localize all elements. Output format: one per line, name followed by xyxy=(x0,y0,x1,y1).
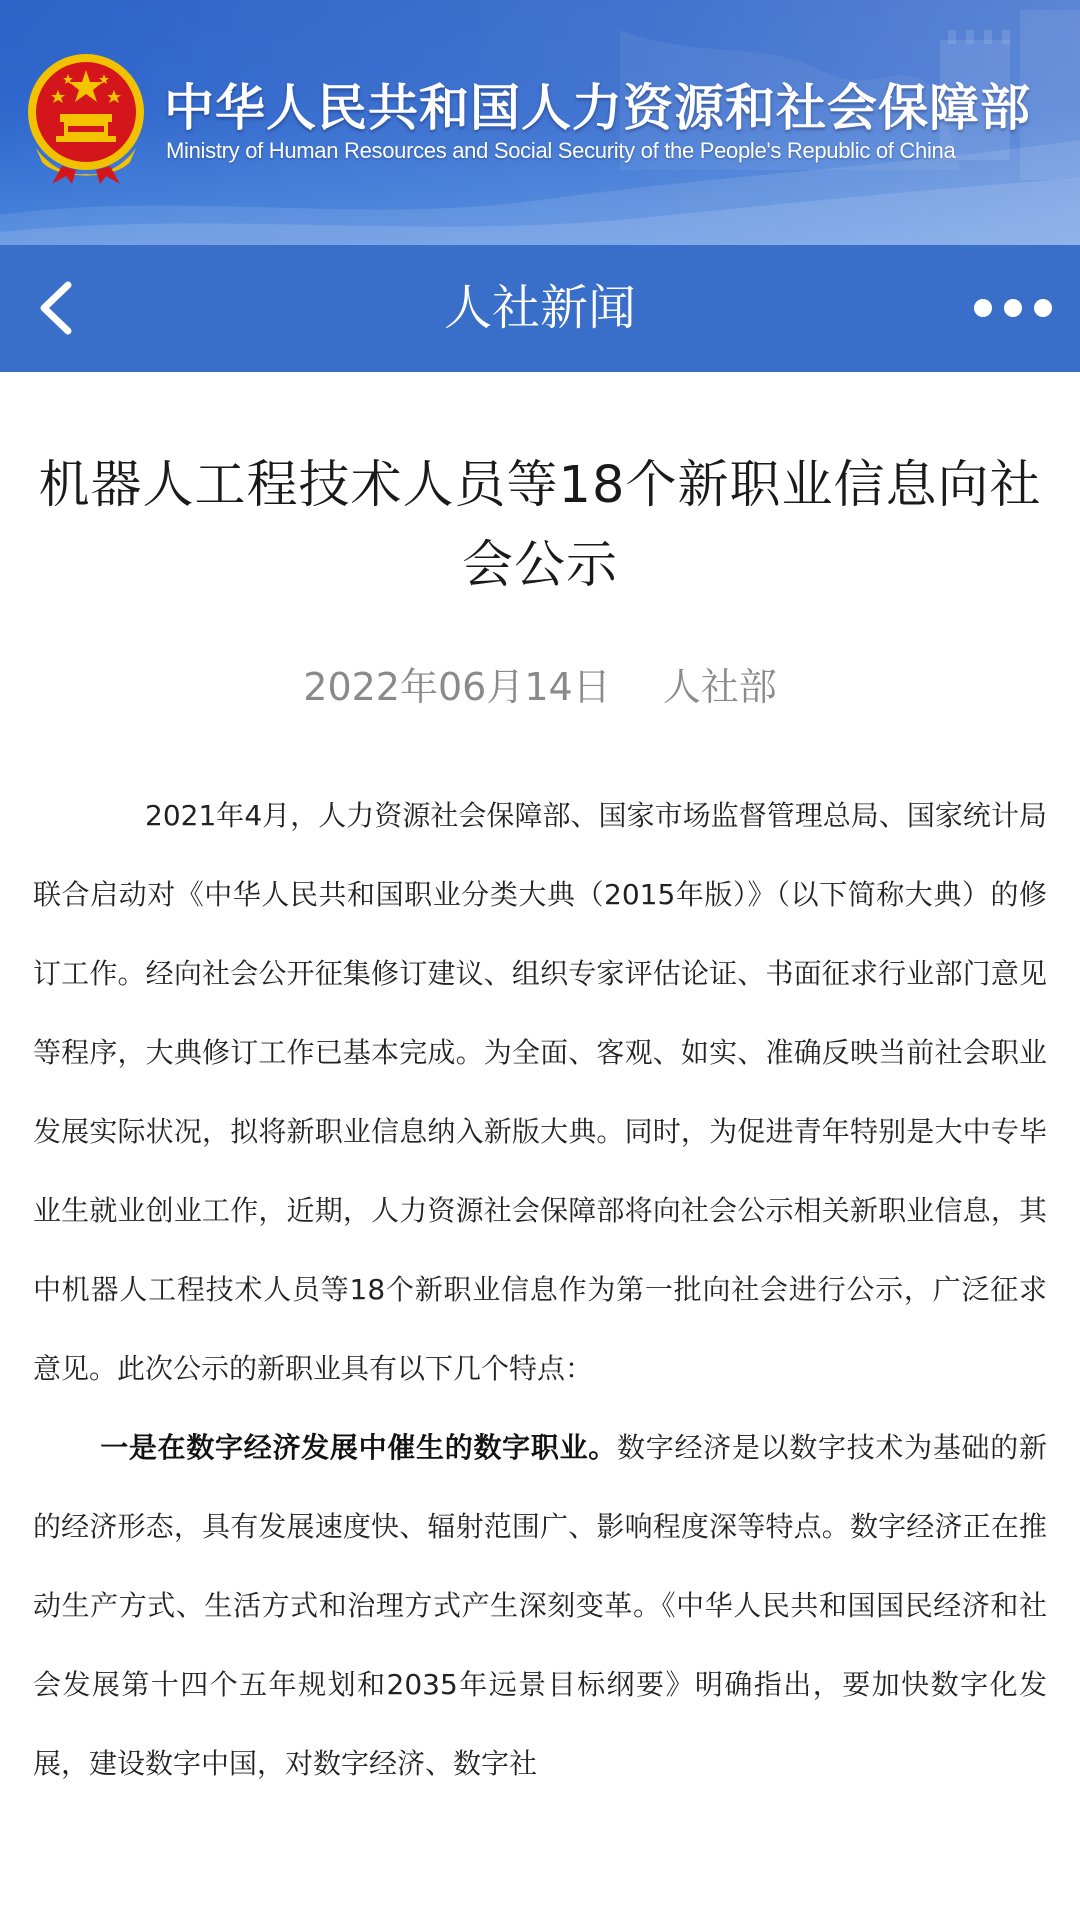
article-title: 机器人工程技术人员等18个新职业信息向社会公示 xyxy=(38,456,1042,595)
site-subtitle: Ministry of Human Resources and Social Security of the People's Republic of China xyxy=(166,138,956,163)
back-button[interactable] xyxy=(30,275,90,341)
article-date: 2022年06月14日 xyxy=(303,665,611,709)
site-title: 中华人民共和国人力资源和社会保障部 xyxy=(164,79,1031,137)
article-source: 人社部 xyxy=(662,665,777,709)
nav-title: 人社新闻 xyxy=(443,280,636,336)
national-emblem xyxy=(22,48,150,184)
paragraph-text: 数字经济是以数字技术为基础的新的经济形态，具有发展速度快、辐射范围广、影响程度深等特点。数字经济正在推动生产方式、生活方式和治理方式产生深刻变革。《中华人民共和国国民经济和社会发展第十四个五年规划和2035年远景目标纲要》明确指出，要加快数字化发展，建设数字中国，对数字经济、数字社 xyxy=(33,1431,1047,1780)
article-paragraph xyxy=(33,1408,1047,1803)
article-meta xyxy=(0,656,1080,711)
paragraph-lead: 一是在数字经济发展中催生的数字职业。 xyxy=(100,1431,618,1464)
article-paragraph: 2021年4月，人力资源社会保障部、国家市场监督管理总局、国家统计局联合启动对《中华人民共和国职业分类大典（2015年版）》（以下简称大典）的修订工作。经向社会公开征集修订建议、组织专家评估论证、书面征求行业部门意见等程序，大典修订工作已基本完成。为全面、客观、如实、准确反映当前社会职业发展实际状况，拟将新职业信息纳入新版大典。同时，为促进青年特别是大中专毕业生就业创业工作，近期，人力资源社会保障部将向社会公示相关新职业信息，其中机器人工程技术人员等18个新职业信息作为第一批向社会进行公示，广泛征求意见。此次公示的新职业具有以下几个特点： xyxy=(33,799,1047,1385)
nav-bar xyxy=(0,245,1080,372)
article-body xyxy=(33,776,1047,1803)
site-banner xyxy=(0,0,1080,245)
more-options-button[interactable] xyxy=(968,283,1058,333)
more-horizontal-icon xyxy=(968,283,1058,333)
chevron-left-icon xyxy=(30,275,90,341)
